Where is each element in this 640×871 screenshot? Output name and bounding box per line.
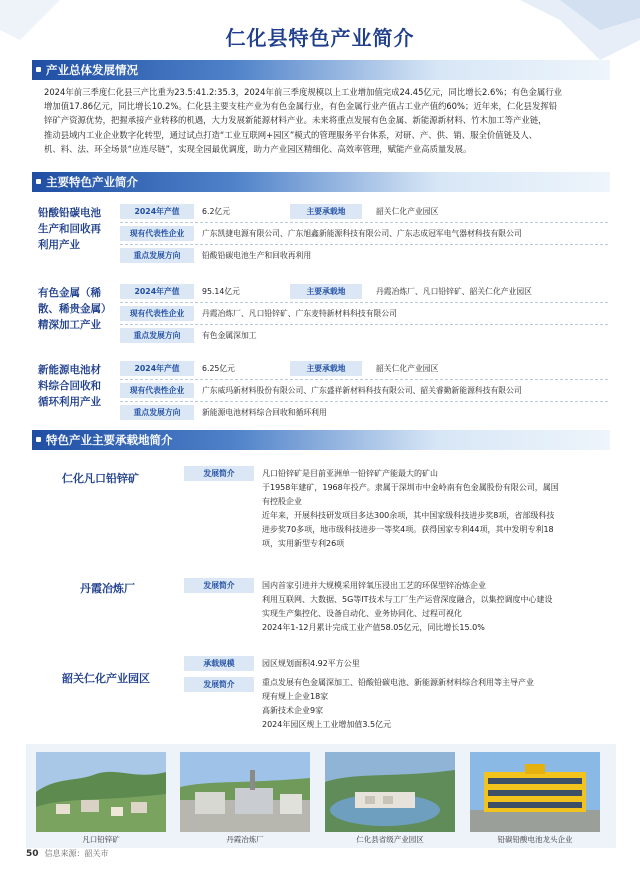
battery-factory-image xyxy=(470,752,600,832)
overview-line: 增加值17.86亿元，同比增长10.2%。仁化县主要支柱产业为有色金属行业，有色金属行业产值占工业产值约60%；近年来，仁化县发挥铅 xyxy=(44,101,558,112)
photo-caption: 丹霞冶炼厂 xyxy=(226,835,264,844)
companies-label: 现有代表性企业 xyxy=(120,226,194,241)
divider xyxy=(120,244,608,245)
carrier-line: 进步奖70多项，地市级科技进步一等奖4项。获得国家专利44项，其中发明专利18 xyxy=(262,525,554,534)
section-marker xyxy=(36,437,41,442)
industry-name-line: 利用产业 xyxy=(38,239,80,251)
carrier-row-label: 发展简介 xyxy=(184,677,254,692)
industry-name-line: 精深加工产业 xyxy=(38,319,101,331)
source-note: 信息来源：韶关市 xyxy=(44,849,109,858)
divider xyxy=(120,401,608,402)
overview-line: 2024年前三季度仁化县三产比重为23.5:41.2:35.3，2024年前三季度规模以上工业增加值完成24.45亿元，同比增长2.6%；有色金属行业 xyxy=(44,87,562,97)
carrier-row-label: 发展简介 xyxy=(184,466,254,481)
carrier-block xyxy=(32,654,610,744)
carrier-label: 主要承载地 xyxy=(290,284,362,299)
output-label: 2024年产值 xyxy=(120,361,194,376)
carrier-line: 现有规上企业18家 xyxy=(262,692,329,701)
output-label: 2024年产值 xyxy=(120,204,194,219)
industry-name-line: 铅酸铅碳电池 xyxy=(38,207,101,219)
industry-block xyxy=(32,200,610,270)
industry-name xyxy=(38,285,116,333)
divider xyxy=(120,302,608,303)
industry-name xyxy=(38,362,116,410)
direction-value: 新能源电池材料综合回收和循环利用 xyxy=(202,408,327,417)
smelter-plant-image xyxy=(180,752,310,832)
mine-landscape-image xyxy=(36,752,166,832)
divider xyxy=(120,379,608,380)
section-title: 特色产业主要承载地简介 xyxy=(46,433,173,447)
carrier-block xyxy=(32,574,610,644)
photo-caption: 凡口铅锌矿 xyxy=(82,835,120,844)
section-title: 产业总体发展情况 xyxy=(46,63,138,77)
photo-fankou-mine xyxy=(36,752,166,832)
overview-line: 机、料、法、环全场景“应连尽链”，实现全园最优调度，助力产业园区精细化、高效率管理，赋能产业高质量发展。 xyxy=(44,143,472,154)
industrial-park-image xyxy=(325,752,455,832)
photo-caption: 铅碳铅酸电池龙头企业 xyxy=(497,835,573,844)
carrier-line: 2024年园区规上工业增加值3.5亿元 xyxy=(262,720,392,729)
divider xyxy=(120,324,608,325)
photo-industrial-park xyxy=(325,752,455,832)
industry-name-line: 新能源电池材 xyxy=(38,364,101,376)
carrier-value: 韶关仁化产业园区 xyxy=(376,207,439,216)
direction-value: 铅酸铅碳电池生产和回收再利用 xyxy=(202,251,312,260)
companies-value: 广东威玛新材料股份有限公司、广东盛祥新材料科技有限公司、韶关睿勤新能源科技有限公司 xyxy=(202,386,522,395)
divider xyxy=(120,222,608,223)
industry-block xyxy=(32,280,610,350)
carrier-line: 实现生产集控化、设备自动化、业务协同化、过程可视化 xyxy=(262,609,462,618)
page-footer xyxy=(26,848,109,859)
industry-name-line: 料综合回收和 xyxy=(38,380,101,392)
section-marker xyxy=(36,67,41,72)
output-label: 2024年产值 xyxy=(120,284,194,299)
output-value: 6.2亿元 xyxy=(202,207,230,216)
section-header-overview xyxy=(32,60,610,80)
direction-label: 重点发展方向 xyxy=(120,328,194,343)
industry-name-line: 循环利用产业 xyxy=(38,396,101,408)
carrier-line: 有控股企业 xyxy=(262,497,302,506)
industry-block xyxy=(32,357,610,427)
carrier-line: 2024年1-12月累计完成工业产值58.05亿元，同比增长15.0% xyxy=(262,623,485,632)
page-number: 50 xyxy=(26,849,39,859)
carrier-line: 园区规划面积4.92平方公里 xyxy=(262,659,360,668)
overview-text xyxy=(44,85,604,156)
carrier-label: 主要承载地 xyxy=(290,204,362,219)
companies-label: 现有代表性企业 xyxy=(120,306,194,321)
carrier-line: 高新技术企业9家 xyxy=(262,706,324,715)
photo-danxia-smelter xyxy=(180,752,310,832)
direction-label: 重点发展方向 xyxy=(120,405,194,420)
carrier-line: 利用互联网、大数据、5G等IT技术与工厂生产运营深度融合，以集控调度中心建设 xyxy=(262,595,553,604)
output-value: 95.14亿元 xyxy=(202,287,240,296)
overview-line: 推动县域内工业企业数字化转型，通过试点打造“工业互联网+园区”模式的管理服务平台体系，对研、产、供、销、服全价值链及人、 xyxy=(44,129,538,140)
industry-name xyxy=(38,205,116,253)
industry-name-line: 散、稀贵金属） xyxy=(38,303,112,315)
direction-label: 重点发展方向 xyxy=(120,248,194,263)
carrier-name: 仁化凡口铅锌矿 xyxy=(62,472,139,485)
section-marker xyxy=(36,179,41,184)
section-header-carriers xyxy=(32,430,610,450)
carrier-value: 韶关仁化产业园区 xyxy=(376,364,439,373)
overview-line: 锌矿产资源优势，把握承接产业转移的机遇，大力发展新能源材料产业。未来将重点发展有色金属、新能源新材料、竹木加工等产业链， xyxy=(44,115,547,126)
carrier-block xyxy=(32,460,610,556)
direction-value: 有色金属深加工 xyxy=(202,331,257,340)
carrier-row-label: 承载规模 xyxy=(184,656,254,671)
page-title: 仁化县特色产业简介 xyxy=(225,26,415,50)
carrier-line: 于1958年建矿，1968年投产。隶属于深圳市中金岭南有色金属股份有限公司，属国 xyxy=(262,483,559,492)
section-header-industries xyxy=(32,172,610,192)
carrier-line: 近年来，开展科技研发项目多达300余项，其中国家级科技进步奖8项，省部级科技 xyxy=(262,511,555,520)
industry-name-line: 有色金属（稀 xyxy=(38,287,101,299)
carrier-value: 丹霞冶炼厂、凡口铅锌矿、韶关仁化产业园区 xyxy=(376,287,532,296)
photo-caption: 仁化县省级产业园区 xyxy=(356,835,424,844)
companies-value: 广东凯捷电源有限公司、广东旭鑫新能源科技有限公司、广东志成冠军电气器材科技有限公司 xyxy=(202,229,522,238)
carrier-line: 凡口铅锌矿是目前亚洲单一铅锌矿产能最大的矿山 xyxy=(262,469,438,478)
companies-value: 丹霞冶炼厂、凡口铅锌矿、广东麦特新材料科技有限公司 xyxy=(202,309,397,318)
carrier-name: 韶关仁化产业园区 xyxy=(62,672,150,685)
carrier-row-label: 发展简介 xyxy=(184,578,254,593)
companies-label: 现有代表性企业 xyxy=(120,383,194,398)
carrier-line: 国内首家引进并大规模采用锌氧压浸出工艺的环保型锌冶炼企业 xyxy=(262,581,486,590)
carrier-line: 重点发展有色金属深加工、铅酸铅碳电池、新能源新材料综合利用等主导产业 xyxy=(262,678,534,687)
photo-battery-company xyxy=(470,752,600,832)
output-value: 6.25亿元 xyxy=(202,364,235,373)
carrier-label: 主要承载地 xyxy=(290,361,362,376)
carrier-line: 项，实用新型专利26项 xyxy=(262,539,345,548)
industry-name-line: 生产和回收再 xyxy=(38,223,101,235)
section-title: 主要特色产业简介 xyxy=(46,175,138,189)
carrier-name: 丹霞冶炼厂 xyxy=(80,582,135,595)
